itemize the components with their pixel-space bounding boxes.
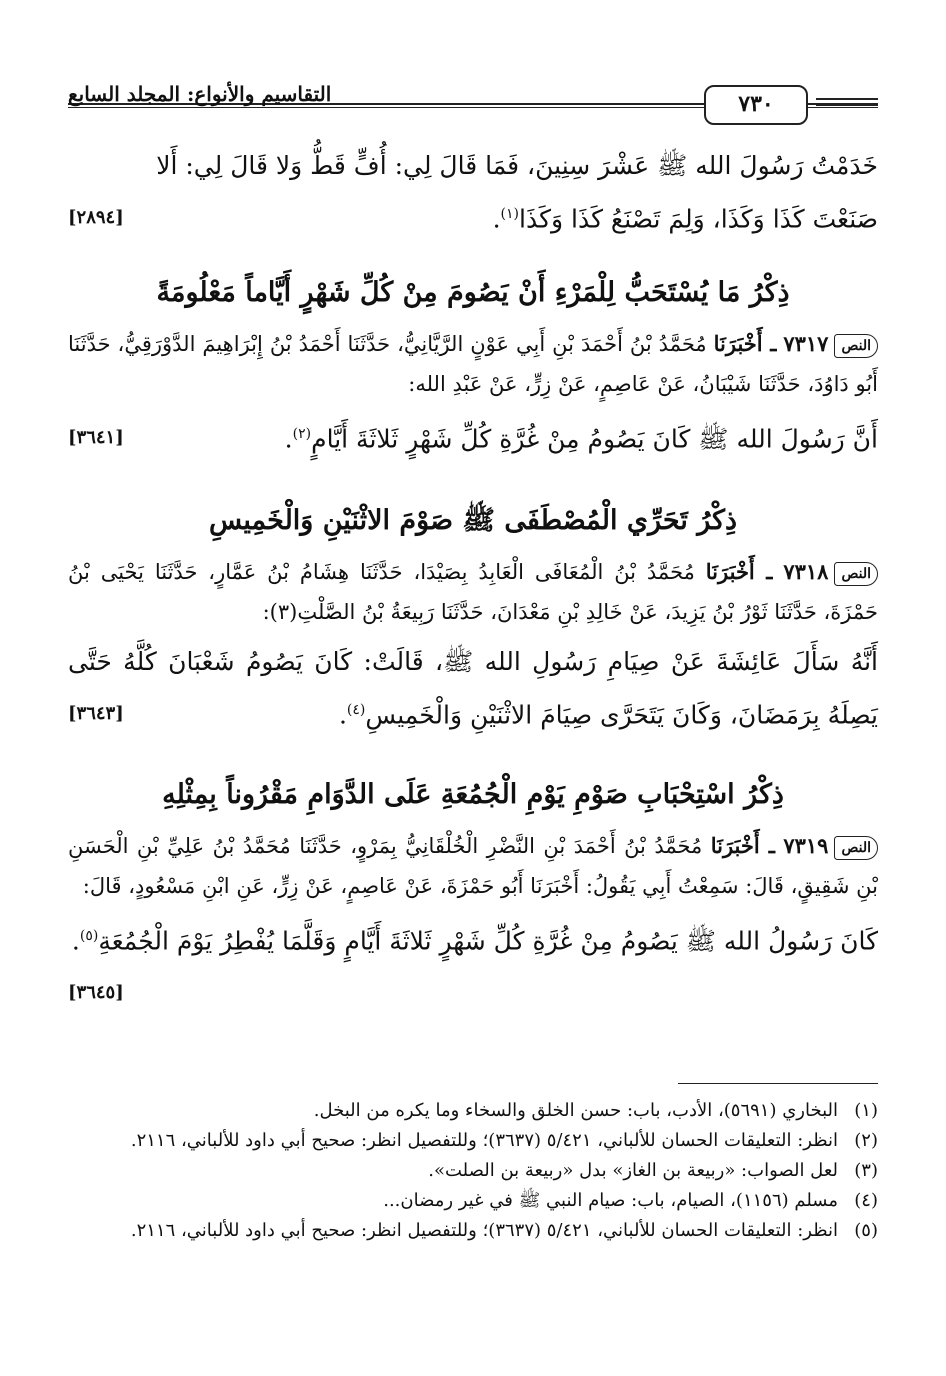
- footnote-text: البخاري (٥٦٩١)، الأدب، باب: حسن الخلق والسخاء وما يكره من البخل.: [313, 1100, 838, 1121]
- footnote-text: انظر: التعليقات الحسان للألباني، ٥/٤٢١ (٣٦٣٧)؛ وللتفصيل انظر: صحيح أبي داود للألباني، ٢١١٦.: [130, 1130, 838, 1151]
- footnote: [68, 1156, 878, 1186]
- section: [68, 496, 878, 739]
- nass-badge: النص: [834, 334, 878, 358]
- footnote-marker: (٤): [346, 702, 366, 718]
- hadith-text: كَانَ رَسُولُ الله ﷺ يَصُومُ مِنْ غُرَّةِ كُلِّ شَهْرٍ ثَلاثَةَ أَيَّامٍ وَقَلَّمَا يُفْطِرُ يَوْمَ الْجُمُعَةِ$^{(٥)}$. [٣٦٤٥]: [68, 912, 878, 965]
- chain-text: مُحَمَّدُ بْنُ الْمُعَافَى الْعَابِدُ بِصَيْدَا، حَدَّثَنَا هِشَامُ بْنُ عَمَّارٍ، حَدَّثَنَا يَحْيَى بْنُ حَمْزَةَ، حَدَّثَنَا ثَوْرُ بْنُ يَزِيدَ، عَنْ خَالِدِ بْنِ مَعْدَانَ، حَدَّثَنَا رَبِيعَةُ بْنُ الصَّلْتِ(٣):: [68, 560, 878, 624]
- reference-number: [٣٦٤٥]: [68, 982, 124, 1004]
- nass-badge: النص: [834, 836, 878, 860]
- footnote-text: مسلم (١١٥٦)، الصيام، باب: صيام النبي ﷺ في غير رمضان...: [383, 1190, 838, 1211]
- chain-text: مُحَمَّدُ بْنُ أَحْمَدَ بْنِ أَبِي عَوْنٍ الرَّيَّانِيُّ، حَدَّثَنَا أَحْمَدُ بْنُ إِبْرَاهِيمَ الدَّوْرَقِيُّ، حَدَّثَنَا أَبُو دَاوُدَ، حَدَّثَنَا شَيْبَانُ، عَنْ عَاصِمٍ، عَنْ زِرٍّ، عَنْ عَبْدِ الله:: [68, 332, 878, 396]
- hadith-text: أَنَّ رَسُولَ الله ﷺ كَانَ يَصُومُ مِنْ غُرَّةِ كُلِّ شَهْرٍ ثَلاثَةَ أَيَّامٍ$^{(٢)}$. [٣٦٤١]: [68, 410, 878, 463]
- footnote-number: (٣): [854, 1160, 878, 1181]
- period: .: [492, 204, 501, 234]
- page: [68, 0, 878, 1376]
- footnote-marker: (٢): [292, 426, 312, 442]
- reference-number: [٣٦٤١]: [68, 427, 124, 448]
- matn: أَنَّ رَسُولَ الله ﷺ كَانَ يَصُومُ مِنْ غُرَّةِ كُلِّ شَهْرٍ ثَلاثَةَ أَيَّامٍ: [311, 424, 878, 454]
- intro-line-text: صَنَعْتَ كَذَا وَكَذَا، وَلِمَ تَصْنَعُ كَذَا وَكَذَا: [519, 204, 878, 234]
- footnote: [68, 1126, 878, 1156]
- hadith-number: ٧٣١٧: [783, 331, 829, 356]
- footnote: [68, 1186, 878, 1216]
- chain-text: مُحَمَّدُ بْنُ أَحْمَدَ بْنِ النَّضْرِ الْخُلْقَانِيُّ بِمَرْوٍ، حَدَّثَنَا مُحَمَّدُ بْنُ عَلِيِّ بْنِ الْحَسَنِ بْنِ شَقِيقٍ، قَالَ: سَمِعْتُ أَبِي يَقُولُ: أَخْبَرَنَا أَبُو حَمْزَةَ، عَنْ عَاصِمٍ، عَنْ زِرٍّ، عَنِ ابْنِ مَسْعُودٍ، قَالَ:: [68, 834, 878, 898]
- reference-number: [٣٦٤٣]: [68, 703, 124, 724]
- intro-line-2: [68, 190, 878, 243]
- hadith-text: أَنَّهُ سَأَلَ عَائِشَةَ عَنْ صِيَامِ رَسُولِ الله ﷺ، قَالَتْ: كَانَ يَصُومُ شَعْبَانَ كُلَّهُ حَتَّى يَصِلَهُ بِرَمَضَانَ، وَكَانَ يَتَحَرَّى صِيَامَ الاثْنَيْنِ وَالْخَمِيسِ$^{(٤)}$. [٣٦٤٣]: [68, 638, 878, 739]
- section-heading: ذِكْرُ مَا يُسْتَحَبُّ لِلْمَرْءِ أَنْ يَصُومَ مِنْ كُلِّ شَهْرٍ أَيَّاماً مَعْلُومَةً: [156, 277, 790, 308]
- section-heading: ذِكْرُ تَحَرِّي الْمُصْطَفَى ﷺ صَوْمَ الاثْنَيْنِ وَالْخَمِيسِ: [208, 505, 738, 536]
- page-number: ٧٣٠: [704, 85, 808, 125]
- akhbarana: ـ أَخْبَرَنَا: [710, 833, 775, 858]
- footnote-number: (٢): [854, 1130, 878, 1151]
- footnote-number: (١): [854, 1100, 878, 1121]
- akhbarana: ـ أَخْبَرَنَا: [713, 331, 777, 356]
- footnote: [68, 1216, 878, 1246]
- footnote-marker: (١): [500, 206, 520, 222]
- intro-paragraph: [68, 142, 878, 243]
- footnote: [68, 1096, 878, 1126]
- footnote-text: انظر: التعليقات الحسان للألباني، ٥/٤٢١ (٣٦٣٧)؛ وللتفصيل انظر: صحيح أبي داود للألباني، ٢١١٦.: [130, 1220, 838, 1241]
- hadith-chain: [68, 324, 878, 404]
- footnote-marker: (٥): [79, 928, 99, 944]
- footnote-text: لعل الصواب: «ربيعة بن الغاز» بدل «ربيعة بن الصلت».: [428, 1160, 838, 1181]
- akhbarana: ـ أَخْبَرَنَا: [705, 559, 773, 584]
- section: [68, 770, 878, 1017]
- hadith-chain: [68, 552, 878, 632]
- header-ornament: [816, 104, 878, 106]
- hadith-number: ٧٣١٩: [783, 833, 829, 858]
- section: [68, 268, 878, 463]
- hadith-chain: [68, 826, 878, 906]
- header-ornament: [816, 98, 878, 100]
- running-header-title: التقاسيم والأنواع: المجلد السابع: [68, 82, 332, 106]
- reference-number: [٢٨٩٤]: [68, 207, 124, 228]
- matn: كَانَ رَسُولُ الله ﷺ يَصُومُ مِنْ غُرَّةِ كُلِّ شَهْرٍ ثَلاثَةَ أَيَّامٍ وَقَلَّمَا يُفْطِرُ يَوْمَ الْجُمُعَةِ: [98, 926, 878, 956]
- footnotes: [68, 1096, 878, 1246]
- hadith-number: ٧٣١٨: [783, 559, 829, 584]
- nass-badge: النص: [834, 562, 878, 586]
- footnote-number: (٤): [854, 1190, 878, 1211]
- intro-line: خَدَمْتُ رَسُولَ الله ﷺ عَشْرَ سِنِينَ، فَمَا قَالَ لِي: أُفٍّ قَطُّ وَلا قَالَ لِي: أَلا: [156, 151, 878, 180]
- matn: أَنَّهُ سَأَلَ عَائِشَةَ عَنْ صِيَامِ رَسُولِ الله ﷺ، قَالَتْ: كَانَ يَصُومُ شَعْبَانَ كُلَّهُ حَتَّى يَصِلَهُ بِرَمَضَانَ، وَكَانَ يَتَحَرَّى صِيَامَ الاثْنَيْنِ وَالْخَمِيسِ: [68, 647, 878, 730]
- footnote-rule: [678, 1083, 878, 1084]
- section-heading: ذِكْرُ اسْتِحْبَابِ صَوْمِ يَوْمِ الْجُمُعَةِ عَلَى الدَّوَامِ مَقْرُوناً بِمِثْلِهِ: [162, 779, 784, 810]
- footnote-number: (٥): [854, 1220, 878, 1241]
